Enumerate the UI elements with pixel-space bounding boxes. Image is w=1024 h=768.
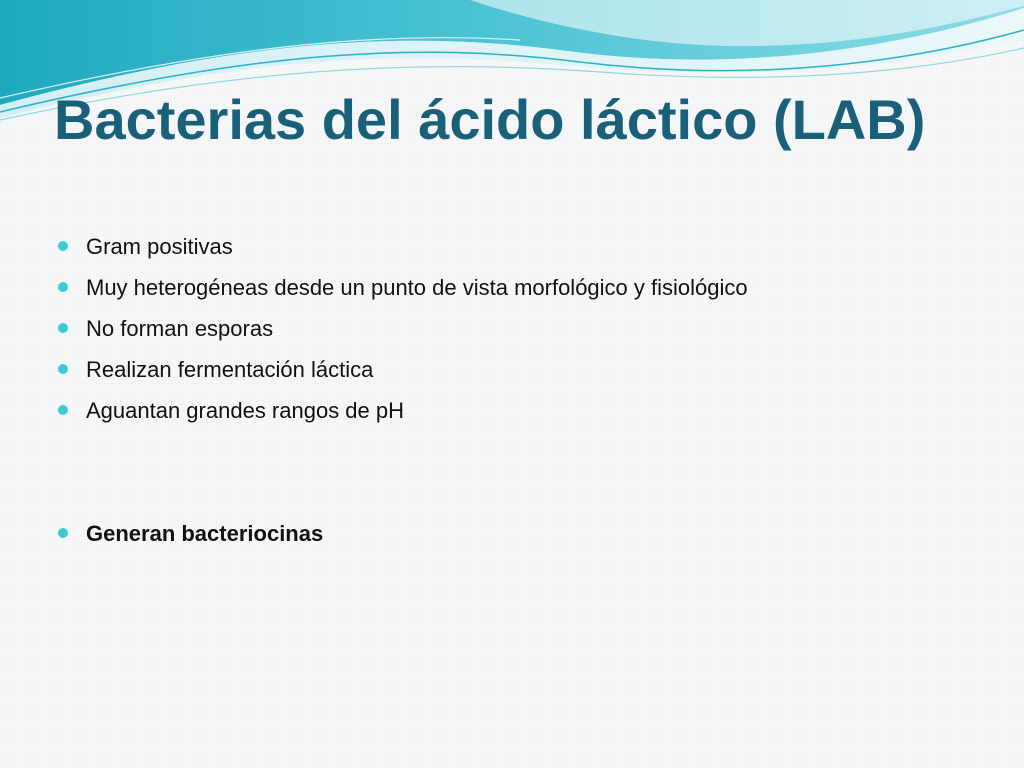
slide-title: Bacterias del ácido láctico (LAB) — [54, 88, 926, 151]
list-item — [58, 390, 978, 431]
circle-bullet-icon — [58, 282, 68, 292]
circle-bullet-icon — [58, 528, 68, 538]
circle-bullet-icon — [58, 405, 68, 415]
bullet-list — [58, 226, 978, 554]
circle-bullet-icon — [58, 241, 68, 251]
list-item-text: Realizan fermentación láctica — [86, 357, 374, 382]
list-item — [58, 349, 978, 390]
list-item-text: Gram positivas — [86, 234, 233, 259]
list-item-text: Aguantan grandes rangos de pH — [86, 398, 405, 423]
list-item-text: Generan bacteriocinas — [86, 521, 324, 546]
list-item — [58, 267, 978, 308]
circle-bullet-icon — [58, 364, 68, 374]
emphasized-list-item — [58, 513, 978, 554]
circle-bullet-icon — [58, 323, 68, 333]
list-item-text: No forman esporas — [86, 316, 274, 341]
list-item — [58, 308, 978, 349]
list-item-text: Muy heterogéneas desde un punto de vista morfológico y fisiológico — [86, 275, 748, 300]
list-item — [58, 226, 978, 267]
